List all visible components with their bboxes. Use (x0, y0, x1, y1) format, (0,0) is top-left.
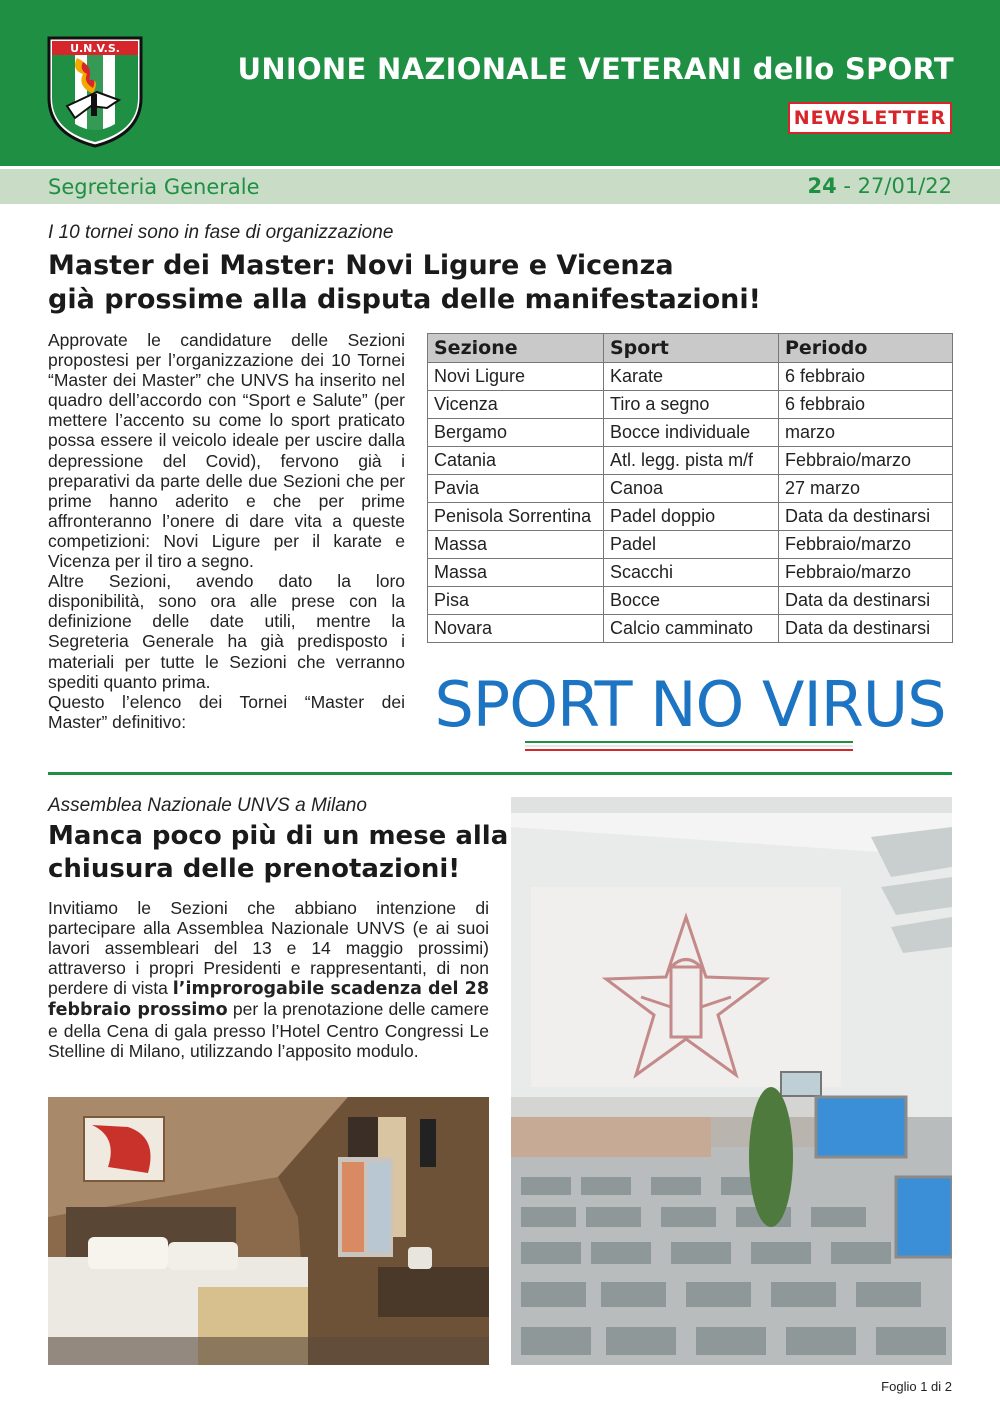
table-cell: Canoa (604, 475, 779, 503)
article1-headline-line1: Master dei Master: Novi Ligure e Vicenza (48, 250, 674, 281)
table-cell: Data da destinarsi (779, 587, 953, 615)
table-cell: Calcio camminato (604, 615, 779, 643)
logo-text: U.N.V.S. (70, 42, 120, 55)
article1-headline-line2: già prossime alla disputa delle manifestazioni! (48, 284, 761, 315)
issue-date: - 27/01/22 (843, 174, 952, 198)
sport-no-virus-logo: SPORT NO VIRUS (434, 668, 946, 741)
table-cell: Febbraio/marzo (779, 531, 953, 559)
table-cell: Massa (428, 531, 604, 559)
article1-paragraph: Questo l’elenco dei Tornei “Master dei Master” definitivo: (48, 691, 405, 732)
deadline-highlight: l’improrogabile scadenza del 28 febbraio prossimo (48, 979, 489, 1021)
table-cell: Febbraio/marzo (779, 559, 953, 587)
table-header-row (428, 334, 953, 363)
unvs-logo-shield (47, 36, 143, 148)
table-cell: Scacchi (604, 559, 779, 587)
table-row (428, 587, 953, 615)
table-cell: Bocce individuale (604, 419, 779, 447)
article1-headline (48, 249, 761, 317)
tournaments-table (427, 333, 953, 643)
article2-headline-line2: chiusura delle prenotazioni! (48, 854, 461, 884)
table-cell: Novara (428, 615, 604, 643)
newsletter-badge: NEWSLETTER (788, 102, 952, 134)
organization-title: UNIONE NAZIONALE VETERANI dello SPORT (237, 52, 954, 86)
table-row (428, 419, 953, 447)
table-cell: Vicenza (428, 391, 604, 419)
flag-stripe-red (525, 749, 853, 751)
table-cell: Bergamo (428, 419, 604, 447)
table-row (428, 391, 953, 419)
table-cell: Catania (428, 447, 604, 475)
article2-body (48, 898, 489, 1061)
hotel-room-photo (48, 1097, 489, 1365)
flag-stripe-green (525, 741, 853, 743)
table-cell: 6 febbraio (779, 363, 953, 391)
table-cell: Pavia (428, 475, 604, 503)
header-banner (0, 0, 1000, 166)
article2-text: per la prenotazione delle camere e della Cena di gala presso l’Hotel Centro Congressi Le Stelline di Milano, utilizzando l’apposito modulo. (48, 999, 490, 1061)
article2-headline-line1: Manca poco più di un mese alla (48, 821, 509, 851)
table-cell: Febbraio/marzo (779, 447, 953, 475)
page-counter: Foglio 1 di 2 (881, 1379, 952, 1394)
issue-info (808, 174, 953, 198)
department-label: Segreteria Generale (48, 175, 260, 199)
table-row (428, 363, 953, 391)
article1-paragraph: Altre Sezioni, avendo dato la loro disponibilità, sono ora alle prese con la definizione delle date utili, mentre la Segreteria Generale ha già predisposto i materiali per tutte le Sezioni che verranno spediti quanto prima. (48, 571, 405, 692)
table-cell: Atl. legg. pista m/f (604, 447, 779, 475)
table-row (428, 475, 953, 503)
table-cell: Padel (604, 531, 779, 559)
table-cell: Penisola Sorrentina (428, 503, 604, 531)
article2-kicker: Assemblea Nazionale UNVS a Milano (48, 795, 367, 816)
column-header: Sport (604, 334, 779, 363)
article1-paragraph: Approvate le candidature delle Sezioni propostesi per l’organizzazione dei 10 Tornei “Master dei Master” che UNVS ha inserito nel quadro dell’accordo con “Sport e Salute” (per mettere l’accento su come lo sport praticato possa essere il veicolo ideale per uscire dalla depressione del Covid), fervono già i preparativi da parte delle due Sezioni che per prime hanno aderito e che per prime affronteranno l’onere di dare vita a queste competizioni: Novi Ligure per il karate e Vicenza per il tiro a segno. (48, 330, 405, 572)
article2-headline (48, 820, 508, 886)
table-row (428, 531, 953, 559)
table-row (428, 559, 953, 587)
flag-stripe-white (525, 745, 853, 747)
table-cell: Massa (428, 559, 604, 587)
table-row (428, 615, 953, 643)
table-cell: Novi Ligure (428, 363, 604, 391)
article2-text: Invitiamo le Sezioni che abbiano intenzione di partecipare alla Assemblea Nazionale UNVS (e ai suoi lavori assembleari del 13 e 14 maggio prossimi) attraverso i propri Presidenti e rappresentanti, di non perdere di vista (48, 898, 489, 999)
table-row (428, 447, 953, 475)
issue-bar (0, 166, 1000, 204)
conference-hall-photo (511, 797, 952, 1365)
article1-kicker: I 10 tornei sono in fase di organizzazione (48, 222, 394, 243)
table-cell: Data da destinarsi (779, 615, 953, 643)
table-cell: Data da destinarsi (779, 503, 953, 531)
column-header: Sezione (428, 334, 604, 363)
table-cell: 27 marzo (779, 475, 953, 503)
table-cell: Karate (604, 363, 779, 391)
table-cell: Bocce (604, 587, 779, 615)
article1-body (48, 330, 405, 732)
table-cell: Tiro a segno (604, 391, 779, 419)
column-header: Periodo (779, 334, 953, 363)
table-cell: Pisa (428, 587, 604, 615)
section-divider (48, 772, 952, 775)
table-cell: marzo (779, 419, 953, 447)
table-row (428, 503, 953, 531)
table-cell: Padel doppio (604, 503, 779, 531)
issue-number: 24 (807, 174, 837, 198)
table-cell: 6 febbraio (779, 391, 953, 419)
